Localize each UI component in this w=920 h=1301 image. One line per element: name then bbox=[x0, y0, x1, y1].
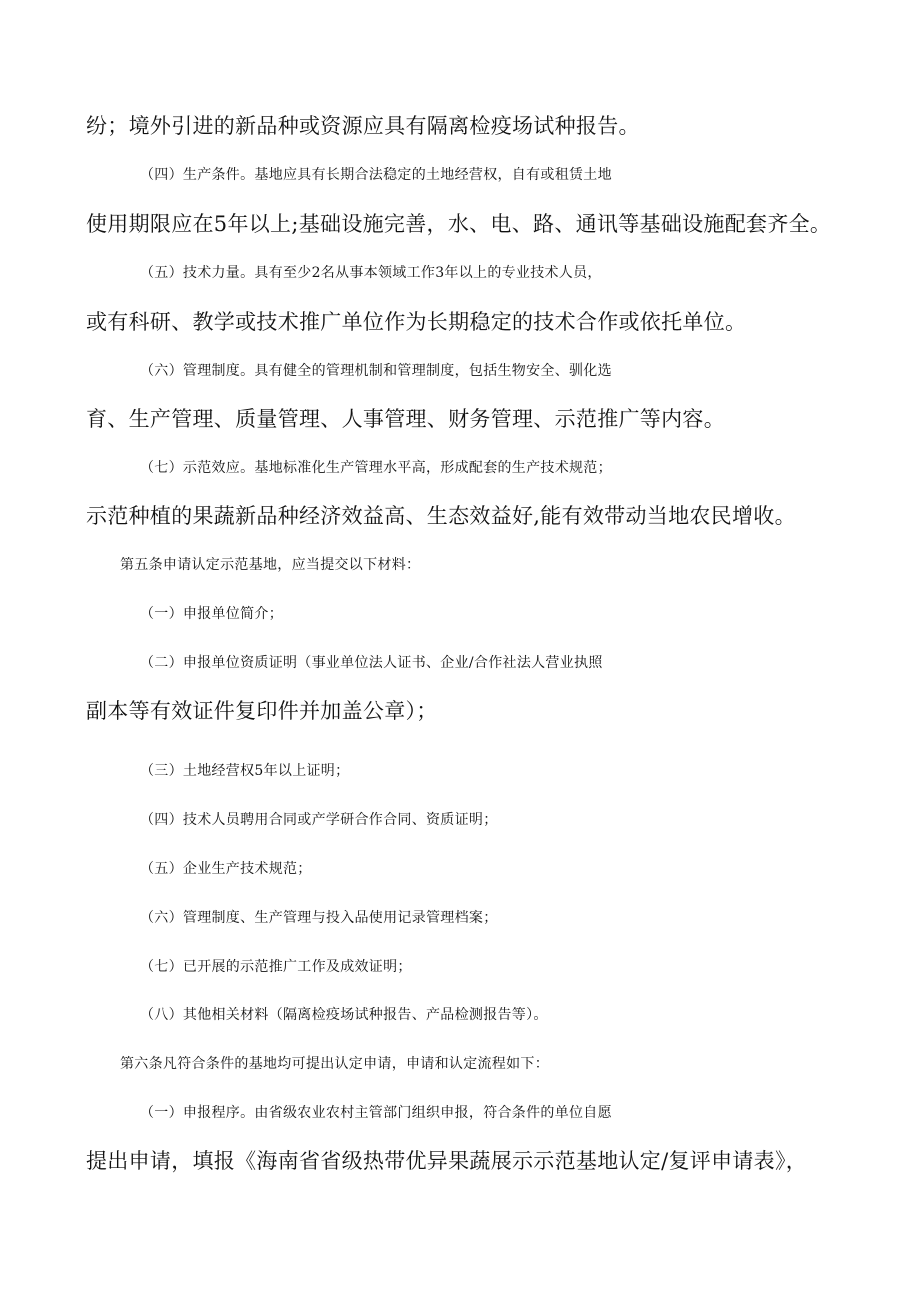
list-item: （八）其他相关材料（隔离检疫场试种报告、产品检测报告等）。 bbox=[140, 1007, 548, 1023]
list-item: （二）申报单位资质证明（事业单位法人证书、企业/合作社法人营业执照 bbox=[140, 655, 603, 671]
list-item: （五）企业生产技术规范； bbox=[140, 861, 312, 877]
paragraph-line: （六）管理制度。具有健全的管理机制和管理制度，包括生物安全、驯化选 bbox=[140, 363, 612, 379]
list-item: （一）申报程序。由省级农业农村主管部门组织申报，符合条件的单位自愿 bbox=[140, 1105, 612, 1121]
paragraph-line: 提出申请，填报《海南省省级热带优异果蔬展示示范基地认定/复评申请表》， bbox=[86, 1149, 808, 1173]
list-item: （七）已开展的示范推广工作及成效证明； bbox=[140, 959, 412, 975]
list-item: （三）土地经营权5年以上证明； bbox=[140, 763, 350, 779]
paragraph-line: （四）生产条件。基地应具有长期合法稳定的土地经营权，自有或租赁土地 bbox=[140, 167, 612, 183]
list-item: （六）管理制度、生产管理与投入品使用记录管理档案； bbox=[140, 910, 498, 926]
list-item: （四）技术人员聘用合同或产学研合作合同、资质证明； bbox=[140, 812, 498, 828]
paragraph-line: 纷；境外引进的新品种或资源应具有隔离检疫场试种报告。 bbox=[86, 114, 640, 138]
paragraph-line: 或有科研、教学或技术推广单位作为长期稳定的技术合作或依托单位。 bbox=[86, 310, 747, 334]
paragraph-line: 使用期限应在5年以上;基础设施完善，水、电、路、通讯等基础设施配套齐全。 bbox=[86, 212, 832, 236]
article-heading: 第六条凡符合条件的基地均可提出认定申请，申请和认定流程如下： bbox=[120, 1056, 549, 1072]
paragraph-line: 示范种植的果蔬新品种经济效益高、生态效益好,能有效带动当地农民增收。 bbox=[86, 504, 796, 528]
list-item-continuation: 副本等有效证件复印件并加盖公章）； bbox=[86, 699, 438, 723]
paragraph-line: （七）示范效应。基地标准化生产管理水平高，形成配套的生产技术规范； bbox=[140, 460, 612, 476]
paragraph-line: （五）技术力量。具有至少2名从事本领域工作3年以上的专业技术人员， bbox=[140, 265, 602, 281]
paragraph-line: 育、生产管理、质量管理、人事管理、财务管理、示范推广等内容。 bbox=[86, 407, 725, 431]
article-heading: 第五条申请认定示范基地，应当提交以下材料： bbox=[120, 557, 421, 573]
list-item: （一）申报单位简介； bbox=[140, 606, 283, 622]
